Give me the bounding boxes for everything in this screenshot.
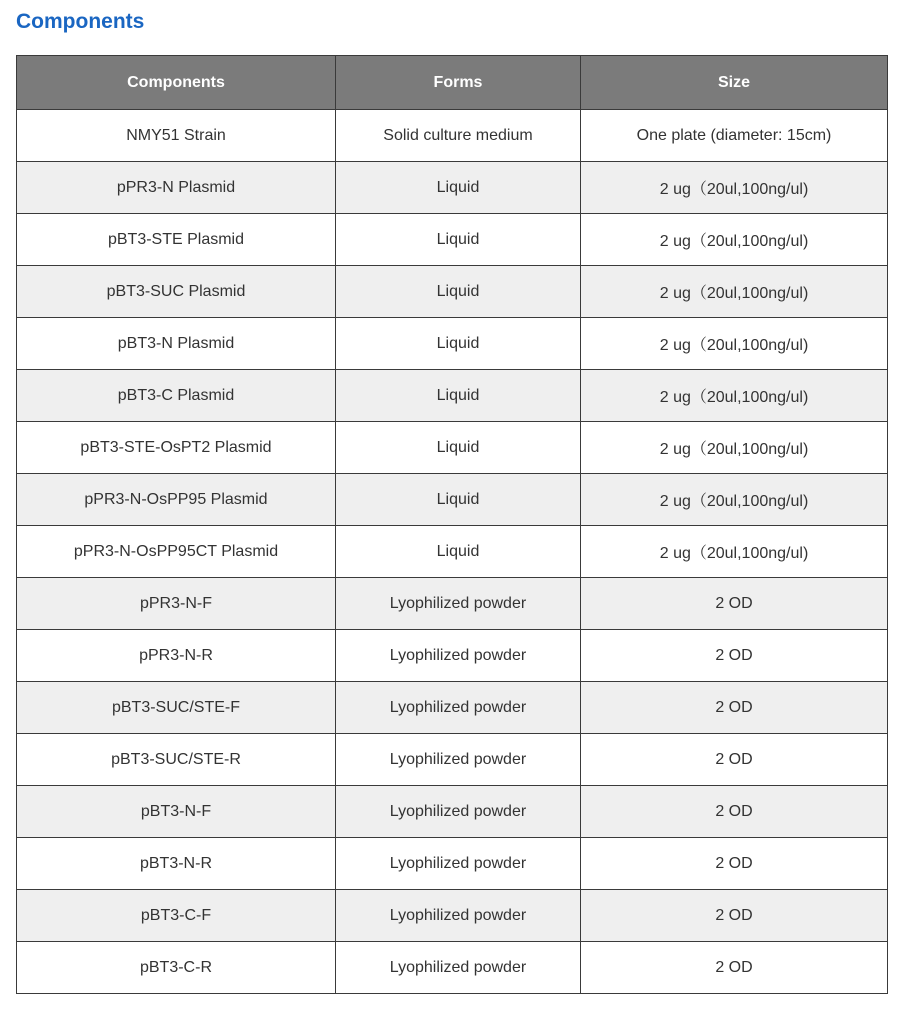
cell-component: pPR3-N Plasmid — [17, 162, 336, 214]
table-row — [17, 266, 888, 318]
cell-size: 2 OD — [581, 734, 888, 786]
table-row — [17, 422, 888, 474]
cell-form: Liquid — [336, 214, 581, 266]
header-forms: Forms — [336, 56, 581, 110]
cell-component: pPR3-N-OsPP95 Plasmid — [17, 474, 336, 526]
table-row — [17, 578, 888, 630]
header-size: Size — [581, 56, 888, 110]
cell-form: Lyophilized powder — [336, 578, 581, 630]
cell-size: 2 OD — [581, 942, 888, 994]
table-row — [17, 370, 888, 422]
cell-component: pBT3-SUC Plasmid — [17, 266, 336, 318]
table-row — [17, 890, 888, 942]
cell-form: Liquid — [336, 370, 581, 422]
table-row — [17, 162, 888, 214]
cell-component: pPR3-N-F — [17, 578, 336, 630]
cell-component: pBT3-N-R — [17, 838, 336, 890]
cell-size: 2 ug（20ul,100ng/ul) — [581, 370, 888, 422]
cell-component: pBT3-C-R — [17, 942, 336, 994]
cell-size: 2 ug（20ul,100ng/ul) — [581, 162, 888, 214]
cell-size: 2 OD — [581, 630, 888, 682]
table-row — [17, 942, 888, 994]
cell-component: NMY51 Strain — [17, 110, 336, 162]
cell-size: 2 ug（20ul,100ng/ul) — [581, 318, 888, 370]
table-row — [17, 474, 888, 526]
table-row — [17, 318, 888, 370]
table-header-row — [17, 56, 888, 110]
cell-size: 2 OD — [581, 682, 888, 734]
cell-component: pBT3-N Plasmid — [17, 318, 336, 370]
cell-size: 2 ug（20ul,100ng/ul) — [581, 474, 888, 526]
cell-form: Liquid — [336, 162, 581, 214]
cell-component: pPR3-N-OsPP95CT Plasmid — [17, 526, 336, 578]
cell-form: Lyophilized powder — [336, 682, 581, 734]
cell-size: 2 ug（20ul,100ng/ul) — [581, 526, 888, 578]
cell-component: pBT3-N-F — [17, 786, 336, 838]
cell-form: Lyophilized powder — [336, 890, 581, 942]
cell-size: 2 OD — [581, 578, 888, 630]
table-row — [17, 630, 888, 682]
cell-size: One plate (diameter: 15cm) — [581, 110, 888, 162]
cell-component: pBT3-STE-OsPT2 Plasmid — [17, 422, 336, 474]
cell-form: Liquid — [336, 266, 581, 318]
cell-component: pBT3-STE Plasmid — [17, 214, 336, 266]
cell-form: Lyophilized powder — [336, 734, 581, 786]
table-row — [17, 786, 888, 838]
components-table — [16, 55, 888, 994]
cell-form: Lyophilized powder — [336, 942, 581, 994]
cell-size: 2 OD — [581, 890, 888, 942]
table-row — [17, 110, 888, 162]
cell-component: pBT3-C Plasmid — [17, 370, 336, 422]
cell-form: Solid culture medium — [336, 110, 581, 162]
cell-form: Liquid — [336, 526, 581, 578]
cell-form: Liquid — [336, 422, 581, 474]
cell-size: 2 ug（20ul,100ng/ul) — [581, 214, 888, 266]
table-row — [17, 734, 888, 786]
table-row — [17, 526, 888, 578]
cell-size: 2 ug（20ul,100ng/ul) — [581, 266, 888, 318]
cell-size: 2 OD — [581, 786, 888, 838]
table-row — [17, 214, 888, 266]
header-components: Components — [17, 56, 336, 110]
cell-component: pPR3-N-R — [17, 630, 336, 682]
cell-size: 2 ug（20ul,100ng/ul) — [581, 422, 888, 474]
cell-form: Liquid — [336, 474, 581, 526]
section-title: Components — [16, 10, 145, 33]
cell-component: pBT3-C-F — [17, 890, 336, 942]
table-row — [17, 682, 888, 734]
cell-size: 2 OD — [581, 838, 888, 890]
cell-form: Lyophilized powder — [336, 630, 581, 682]
cell-component: pBT3-SUC/STE-F — [17, 682, 336, 734]
cell-form: Lyophilized powder — [336, 838, 581, 890]
cell-form: Lyophilized powder — [336, 786, 581, 838]
cell-component: pBT3-SUC/STE-R — [17, 734, 336, 786]
table-row — [17, 838, 888, 890]
cell-form: Liquid — [336, 318, 581, 370]
